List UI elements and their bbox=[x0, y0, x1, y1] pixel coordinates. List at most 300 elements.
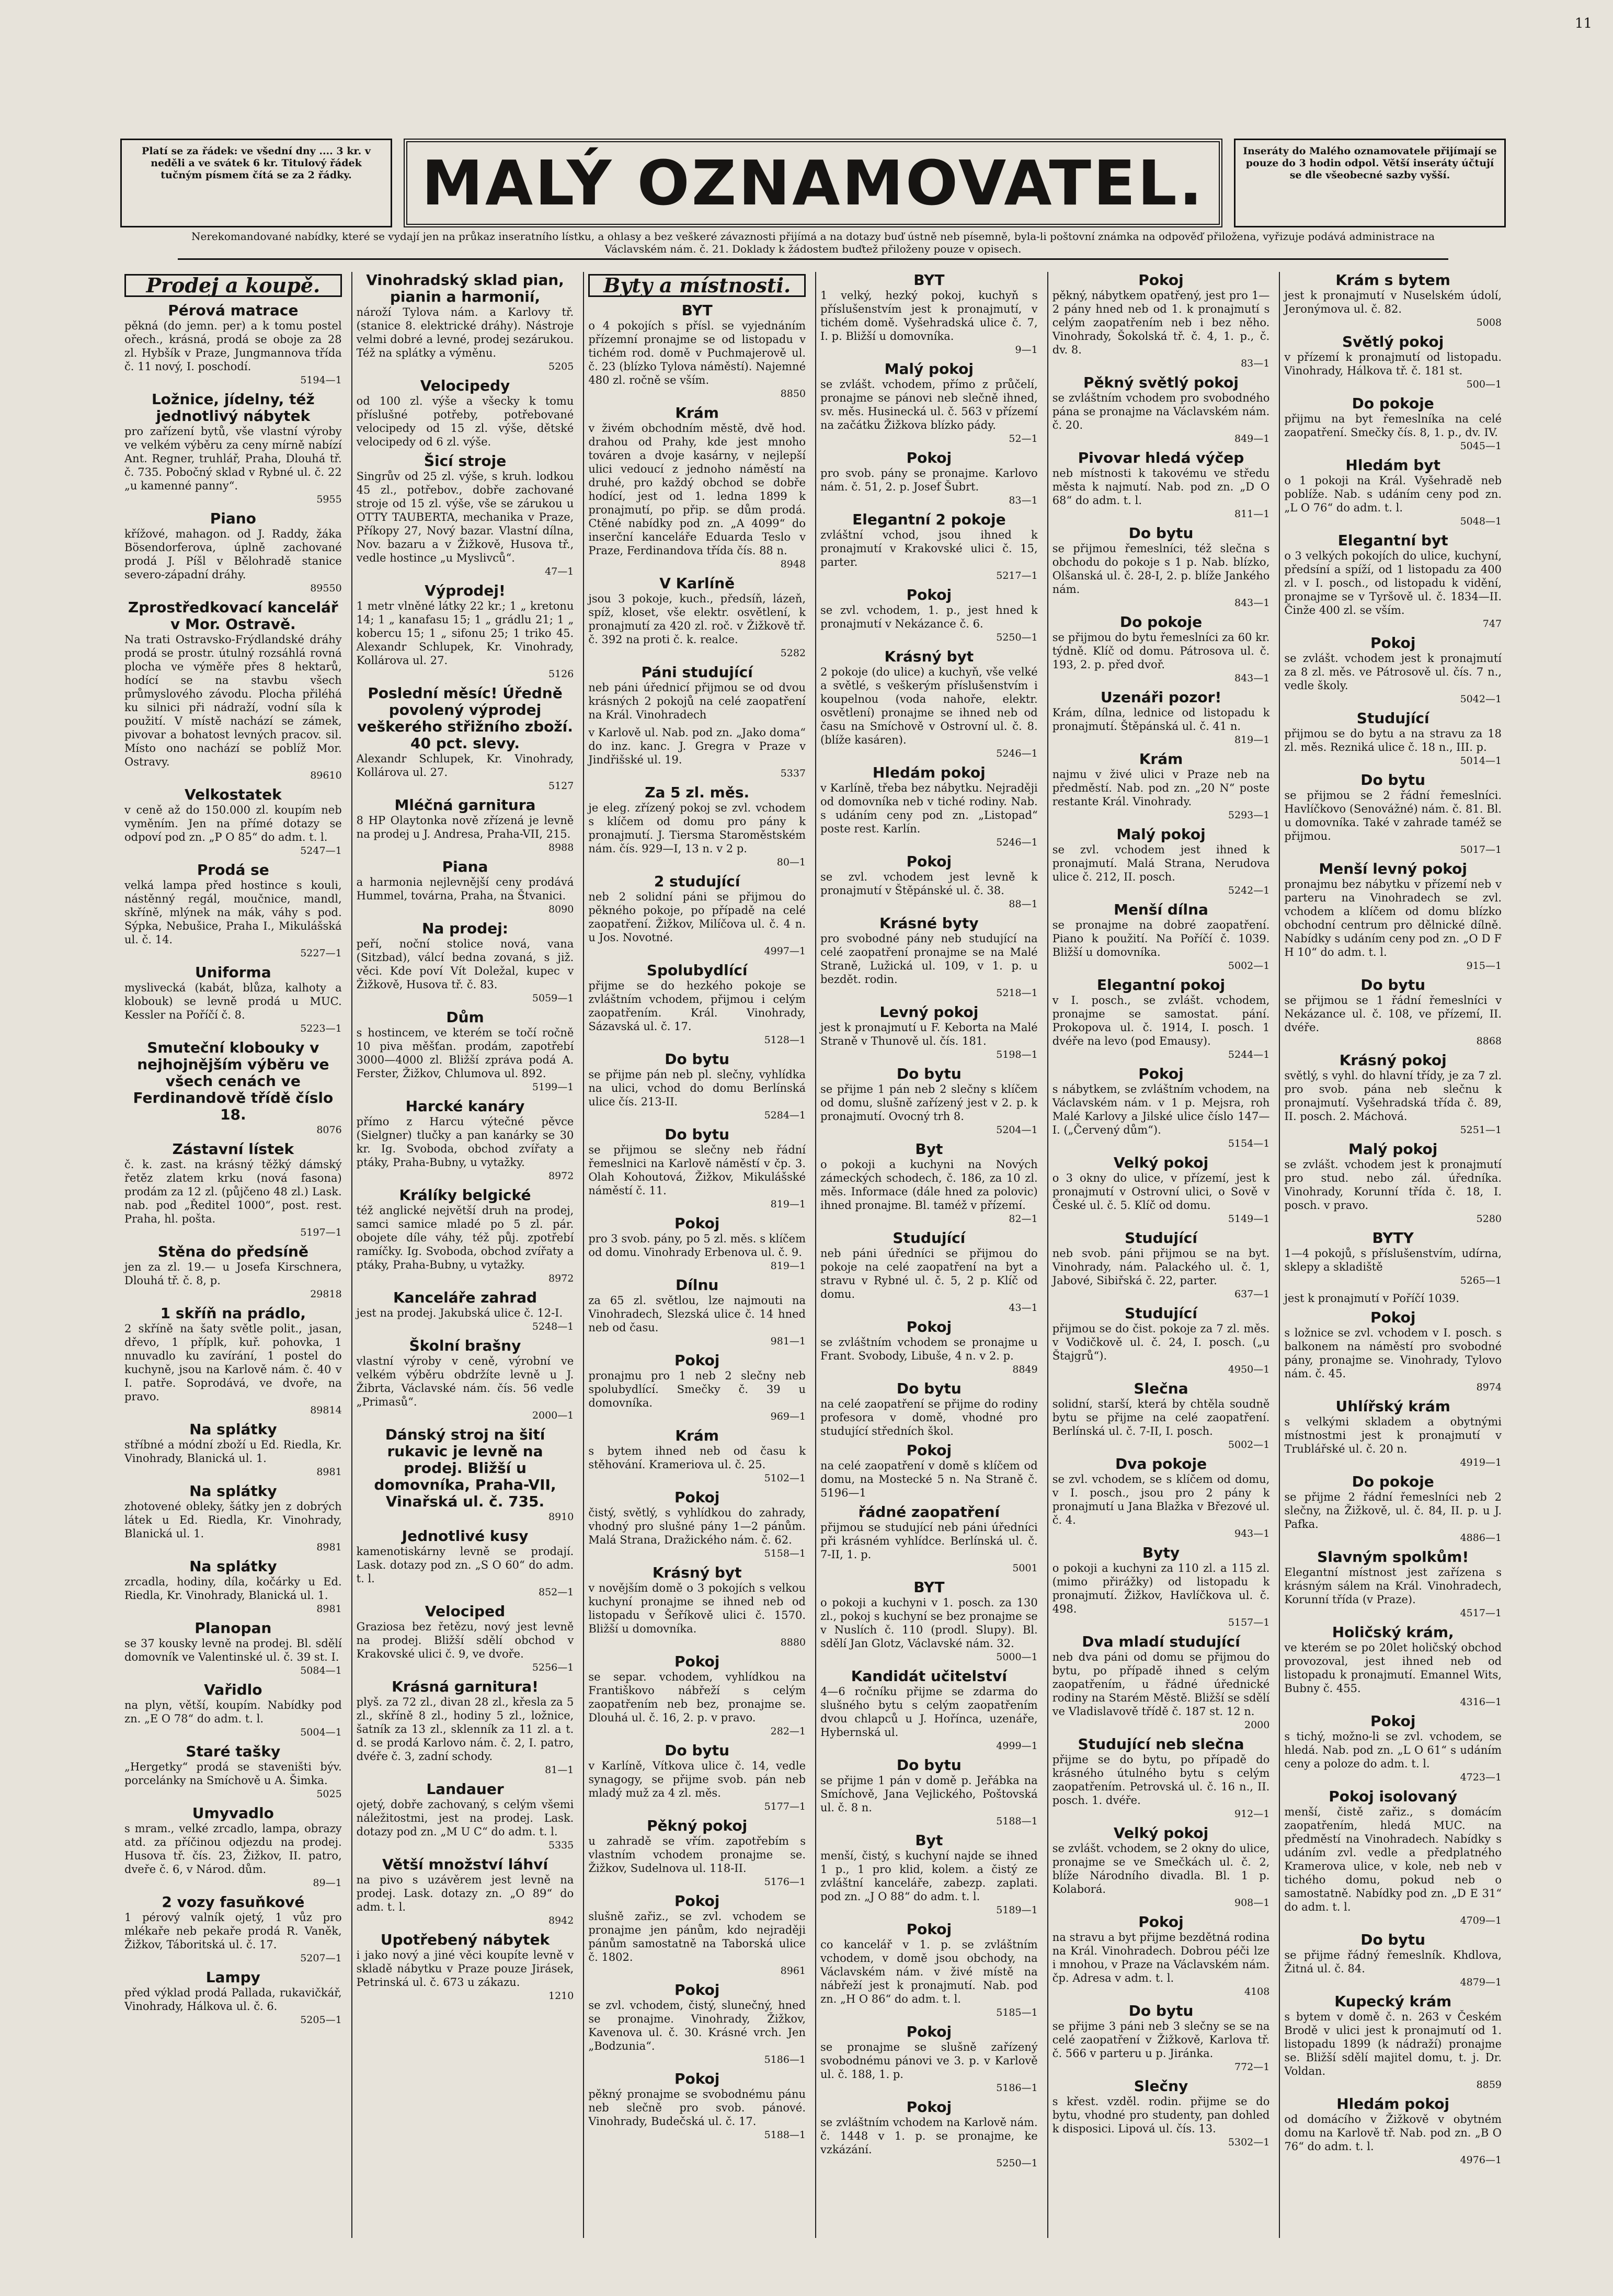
ad-heading: Pokoj bbox=[674, 1489, 720, 1506]
classified-ad bbox=[820, 511, 1038, 582]
ad-code: 5042—1 bbox=[1460, 693, 1502, 705]
ad-heading: Dva mladí studující bbox=[1082, 1633, 1240, 1650]
ad-heading: Menší dílna bbox=[1114, 901, 1208, 918]
ad-text: pronajmu pro 1 neb 2 slečny neb spolubydlící. Smečky č. 39 u domovníka. bbox=[588, 1369, 806, 1409]
ad-text: přijmou se studující neb páni úředníci při krásném vyhlídce. Berlínská ul. č. 7-II, 1. p. bbox=[820, 1521, 1038, 1561]
ad-heading: Uzenáři pozor! bbox=[1100, 689, 1222, 706]
classified-ad bbox=[1284, 635, 1502, 706]
ad-heading: Pokoj bbox=[674, 1352, 720, 1369]
ad-text: Krám, dílna, lednice od listopadu k pronajmutí. Štěpánská ul. č. 41 n. bbox=[1052, 706, 1270, 733]
classified-ad bbox=[588, 1489, 806, 1560]
classified-ad bbox=[357, 272, 574, 373]
ad-code: 5127 bbox=[548, 780, 574, 792]
classified-ad bbox=[357, 1098, 574, 1183]
classified-ad bbox=[124, 964, 342, 1035]
ad-heading: Studující bbox=[1125, 1229, 1197, 1247]
ad-code: 8988 bbox=[548, 842, 574, 853]
ad-code: 5223—1 bbox=[300, 1023, 342, 1034]
ad-code: 82—1 bbox=[1009, 1213, 1038, 1225]
ad-code: 5186—1 bbox=[764, 2054, 806, 2065]
ad-code: 4517—1 bbox=[1460, 1607, 1502, 1619]
ad-heading: Do bytu bbox=[1128, 2002, 1194, 2019]
ad-code: 5204—1 bbox=[996, 1124, 1038, 1136]
ad-code: 5207—1 bbox=[300, 1952, 342, 1964]
ad-code: 5205 bbox=[548, 361, 574, 372]
ad-text: s velkými skladem a obytnými místnostmi jest k pronajmutí v Trublářské ul. č. 20 n. bbox=[1284, 1415, 1502, 1455]
ad-text: jest k pronajmutí u F. Keborta na Malé Straně v Thunově ul. čís. 181. bbox=[820, 1021, 1038, 1047]
ad-text: se zvlášt. vchodem, se 2 okny do ulice, pronajme se ve Smečkách ul. č. 2, blíže Národního divadla. Bl. 1 p. Kolaborá. bbox=[1052, 1842, 1270, 1895]
ad-text: neb dva páni od domu se přijmou do bytu, po případě ihned s celým zaopatřením, u řádné úřednické rodiny na Starém Městě. Bližší se sdělí ve Vladislavově třídě č. 187 st. 12 n. bbox=[1052, 1651, 1270, 1718]
classified-ad bbox=[357, 1528, 574, 1599]
classified-ad bbox=[1284, 1230, 1502, 1287]
ad-text: se zvlášt. vchodem jest k pronajmutí pro stud. nebo zál. úředníka. Vinohrady, Korunní třída č. 18, I. posch. v pravo. bbox=[1284, 1158, 1502, 1212]
ad-code: 4316—1 bbox=[1460, 1696, 1502, 1708]
classified-ad bbox=[1053, 2003, 1270, 2074]
ad-text: peří, noční stolice nová, vana (Sitzbad), válcí bedna zovaná, s již. věci. Kde poví Vít Doležal, kupec v Žižkově, Husova tř. č. 83. bbox=[356, 938, 574, 991]
ad-heading: Spolubydlící bbox=[646, 962, 748, 979]
column-1 bbox=[120, 272, 346, 2238]
ad-text: v Karlíně, Vítkova ulice č. 14, vedle synagogy, se přijme svob. pán neb mladý muž za 4 zl. měs. bbox=[588, 1760, 806, 1799]
classified-ad bbox=[124, 862, 342, 960]
ad-heading: Kupecký krám bbox=[1334, 1993, 1452, 2010]
ad-text: se přijme řádný řemeslník. Khdlova, Žitná ul. č. 84. bbox=[1284, 1949, 1502, 1975]
ad-heading: 1 skříň na prádlo, bbox=[160, 1305, 306, 1322]
classified-ad bbox=[124, 510, 342, 595]
ad-code: 5284—1 bbox=[764, 1110, 806, 1121]
ad-text: v novějším domě o 3 pokojích s velkou kuchyní pronajme se ihned neb od listopadu v Šeříkově ulici č. 1570. Bližší u domovníka. bbox=[588, 1582, 806, 1635]
ad-code: 1210 bbox=[548, 1990, 574, 2002]
ad-code: 89610 bbox=[310, 770, 342, 781]
ad-heading: Slavným spolkům! bbox=[1317, 1548, 1469, 1566]
classified-ad bbox=[1053, 1456, 1270, 1540]
ad-code: 5004—1 bbox=[300, 1727, 342, 1738]
classified-ad bbox=[1284, 1624, 1502, 1709]
ad-heading: Do bytu bbox=[896, 1380, 962, 1397]
ad-text: se přijme 1 pán v domě p. Jeřábka na Smíchově, Jana Vejlického, Poštovská ul. č. 8 n. bbox=[820, 1774, 1038, 1814]
ad-text: Na trati Ostravsko-Frýdlandské dráhy prodá se prostr. útulný rozsáhlá rovná plocha ve výměře přes 8 hektarů, hodící se na stavbu všech průmyslového závodu. Plocha přiléhá ku silnici při nádraží, vodní síla k použití. V místě nachází se zámek, pivovar a bohatost levných pracov. sil. Místo ono nachází se poblíž Mor. Ostravy. bbox=[124, 633, 342, 768]
ad-text: pro svobodné pány neb studující na celé zaopatření pronajme se na Malé Straně, Lužická ul. 109, v 1. p. u bezdět. rodin. bbox=[820, 932, 1038, 986]
ad-text: jest k pronajmutí v Nuselském údolí, Jeronýmova ul. č. 82. bbox=[1284, 289, 1502, 315]
classified-ad bbox=[1053, 614, 1270, 685]
classified-ad bbox=[1053, 1634, 1270, 1732]
classified-ad bbox=[588, 1427, 806, 1485]
column-6 bbox=[1279, 272, 1506, 2238]
classified-ad bbox=[357, 685, 574, 793]
classified-ad bbox=[124, 1894, 342, 1965]
section-heading-sale: Prodej a koupě. bbox=[124, 274, 342, 297]
ad-heading: V Karlíně bbox=[659, 575, 735, 592]
ad-code: 5246—1 bbox=[996, 748, 1038, 759]
ad-text: křížové, mahagon. od J. Raddy, žáka Bösendorferova, úplně zachované prodá J. Píšl v Bělohradě stanice severo-západní dráhy. bbox=[124, 528, 342, 581]
ad-heading: Krásné byty bbox=[879, 915, 979, 932]
ad-heading: Pokoj bbox=[674, 2070, 720, 2087]
classified-ad bbox=[124, 1620, 342, 1677]
ad-code: 8942 bbox=[548, 1915, 574, 1926]
classified-ad bbox=[1053, 1914, 1270, 1998]
ad-heading: Kanceláře zahrad bbox=[393, 1289, 537, 1306]
ad-code: 8090 bbox=[548, 904, 574, 915]
ad-heading: Krásná garnitura! bbox=[392, 1678, 539, 1695]
ad-text: „Hergetky“ prodá se staveništi býv. porcelánky na Smíchově u A. Šimka. bbox=[124, 1761, 342, 1787]
classified-ad bbox=[1053, 1155, 1270, 1226]
classified-ad bbox=[820, 1832, 1038, 1917]
classified-ad bbox=[588, 1653, 806, 1738]
ad-code: 5218—1 bbox=[996, 987, 1038, 999]
ad-text: co kancelář v 1. p. se zvláštním vchodem, v domě jsou obchody, na Václavském nám. v živé místě na nábřeží jest k pronajmutí. Nab. pod zn. „H O 86“ do adm. t. l. bbox=[820, 1938, 1038, 2005]
ad-text: nároží Tylova nám. a Karlovy tř. (stanice 8. elektrické dráhy). Nástroje velmi dobré a levné, prodej sezárukou. Též na splátky a výměnu. bbox=[356, 306, 574, 359]
ad-code: 5158—1 bbox=[764, 1548, 806, 1559]
ad-heading: Na splátky bbox=[189, 1558, 277, 1575]
ad-code: 5002—1 bbox=[1228, 1439, 1270, 1450]
ad-code: 8961 bbox=[780, 1965, 806, 1977]
ad-code: 8981 bbox=[316, 1466, 342, 1478]
classified-ad bbox=[588, 1742, 806, 1813]
ad-heading: Byt bbox=[915, 1140, 943, 1158]
ad-code: 5337 bbox=[780, 768, 806, 779]
ad-text: se přijme 1 pán neb 2 slečny s klíčem od domu, slušně zařízený jest v 2. p. k pronajmutí. Ovocný trh 8. bbox=[820, 1083, 1038, 1123]
classified-ad bbox=[820, 1230, 1038, 1315]
ad-heading: Mléčná garnitura bbox=[394, 796, 536, 814]
classified-ad bbox=[1284, 710, 1502, 768]
ad-heading: Staré tašky bbox=[186, 1743, 281, 1760]
ad-heading: Světlý pokoj bbox=[1342, 333, 1444, 350]
classified-ad bbox=[1284, 2096, 1502, 2167]
ad-text: jsou 3 pokoje, kuch., předsíň, lázeň, spíž, kloset, vše elektr. osvětlení, k pronajmutí za 420 zl. roč. v Žižkově tř. č. 392 na proti č. k. realce. bbox=[588, 592, 806, 646]
ad-text: pěkný pronajme se svobodnému pánu neb slečně pro svob. pánové. Vinohrady, Budečská ul. č. 17. bbox=[588, 2088, 806, 2128]
ad-code: 5244—1 bbox=[1228, 1049, 1270, 1060]
classified-ad bbox=[820, 1757, 1038, 1828]
ad-heading: Byt bbox=[915, 1832, 943, 1849]
ad-text: přímo z Harcu výtečné pěvce (Sielgner) tlučky a pan kanárky se 30 kr. Ig. Svoboda, obchod zvířaty a ptáky, Praha-Bubny, u vytažky. bbox=[356, 1115, 574, 1169]
ad-code: 5250—1 bbox=[996, 2157, 1038, 2169]
classified-ad bbox=[1053, 525, 1270, 610]
classified-ad bbox=[357, 582, 574, 681]
ad-text: v ceně až do 150.000 zl. koupím neb vyměním. Jen na přímé dotazy se odpoví pod zn. „P O 85“ do adm. t. l. bbox=[124, 804, 342, 843]
classified-ad bbox=[820, 361, 1038, 446]
ad-text: se zvl. vchodem, 1. p., jest hned k pronajmutí v Nekázance č. 6. bbox=[820, 604, 1038, 630]
classified-ad bbox=[820, 1442, 1038, 1500]
ad-text: Elegantní místnost jest zařízena s krásným sálem na Král. Vinohradech, Korunní třída (v Praze). bbox=[1284, 1566, 1502, 1606]
ad-code: 8868 bbox=[1476, 1035, 1502, 1047]
ad-text: velká lampa před hostince s kouli, nástěnný regál, moučnice, mandl, skříně, mlýnek na mák, váhy s pod. Sýpka, Nebušice, Praha I., Mikulášská ul. č. 14. bbox=[124, 879, 342, 946]
ad-heading: Uhlířský krám bbox=[1335, 1398, 1450, 1415]
ad-code: 5188—1 bbox=[764, 2129, 806, 2141]
classified-ad bbox=[1284, 1932, 1502, 1989]
classified-ad bbox=[124, 1305, 342, 1417]
ad-code: 5282 bbox=[780, 647, 806, 659]
ad-text: se separ. vchodem, vyhlídkou na Františkovo nábřeží s celým zaopatřením neb bez, pronajme se. Dlouhá ul. č. 16, 2. p. v pravo. bbox=[588, 1671, 806, 1724]
ad-text: pronajmu bez nábytku v přízemí neb v parteru na Vinohradech se zvl. vchodem a klíčem od domu blízko obchodní centrum pro dělnické dílně. Nabídky s udáním ceny pod zn. „O D F H 10“ do adm. t. l. bbox=[1284, 878, 1502, 958]
classified-ad bbox=[588, 1352, 806, 1423]
ad-code: 88—1 bbox=[1009, 898, 1038, 910]
ad-code: 819—1 bbox=[1234, 734, 1270, 746]
ad-text: o 1 pokoji na Král. Vyšehradě neb poblíže. Nab. s udáním ceny pod zn. „L O 76“ do adm. t. l. bbox=[1284, 474, 1502, 514]
classified-ad bbox=[1284, 1292, 1502, 1305]
ad-text: o pokoji a kuchyni za 110 zl. a 115 zl. (mimo přirážky) od listopadu k pronajmutí. Žižkov, Havlíčkova ul. č. 498. bbox=[1052, 1562, 1270, 1615]
ad-text: zhotovené obleky, šátky jen z dobrých látek u Ed. Riedla, Kr. Vinohrady, Blanická ul. 1. bbox=[124, 1500, 342, 1540]
classified-ad bbox=[1284, 1052, 1502, 1137]
ad-code: 8859 bbox=[1476, 2079, 1502, 2091]
classified-ad bbox=[820, 1066, 1038, 1137]
ad-heading: Páni studující bbox=[641, 664, 753, 681]
ad-heading: Kandidát učitelství bbox=[851, 1667, 1007, 1685]
column-3 bbox=[583, 272, 810, 2238]
ad-code: 5205—1 bbox=[300, 2014, 342, 2026]
ad-text: jen za zl. 19.— u Josefa Kirschnera, Dlouhá tř. č. 8, p. bbox=[124, 1261, 342, 1287]
ad-code: 5002—1 bbox=[1228, 960, 1270, 972]
ad-text: pěkný, nábytkem opatřený, jest pro 1—2 pány hned neb od 1. k pronajmutí s celým zaopatřením neb i bez něho. Vinohrady, Šokolská tř. č. 4, 1. p., č. dv. 8. bbox=[1052, 289, 1270, 356]
ad-text: se zvlášt. vchodem, přímo z průčelí, pronajme se pánovi neb slečně ihned, sv. měs. Husinecká ul. č. 563 v přízemí na začátku Žižkova blízko pády. bbox=[820, 378, 1038, 431]
classified-ad bbox=[357, 1678, 574, 1777]
ad-code: 5955 bbox=[316, 494, 342, 505]
classified-ad bbox=[1284, 272, 1502, 329]
classified-ad bbox=[820, 1319, 1038, 1376]
classified-ad bbox=[820, 1504, 1038, 1575]
classified-ad bbox=[588, 2071, 806, 2142]
ad-heading: Piano bbox=[210, 510, 256, 527]
ad-code: 5335 bbox=[548, 1840, 574, 1851]
classified-ad bbox=[1053, 1380, 1270, 1452]
classified-ad bbox=[1284, 1398, 1502, 1469]
ad-heading: Pokoj bbox=[1370, 634, 1416, 652]
ad-text: s křest. vzděl. rodin. přijme se do bytu, vhodné pro studenty, pan dohled k disposici. Lipová ul. čís. 13. bbox=[1052, 2095, 1270, 2135]
ad-text: přijme se do bytu, po případě do krásného útulného bytu s celým zaopatřením. Petrovská ul. č. 16 n., II. posch. 1. dvéře. bbox=[1052, 1753, 1270, 1807]
ad-heading: Na prodej: bbox=[422, 920, 508, 937]
ad-code: 5251—1 bbox=[1460, 1124, 1502, 1136]
classified-ad bbox=[1053, 374, 1270, 446]
ad-text: se zvláštním vchodem se pronajme u Frant. Svobody, Libuše, 4 n. v 2. p. bbox=[820, 1336, 1038, 1362]
ad-heading: Piana bbox=[442, 858, 488, 875]
classified-ad bbox=[1053, 1305, 1270, 1376]
ad-code: 8076 bbox=[316, 1124, 342, 1136]
ad-code: 4108 bbox=[1244, 1986, 1270, 1997]
ad-text: 1—4 pokojů, s příslušenstvím, udírna, sklepy a skladiště bbox=[1284, 1247, 1502, 1273]
ad-text: přijme se do hezkého pokoje se zvláštním vchodem, přijmou i celým zaopatřením. Král. Vinohrady, Sázavská ul. č. 17. bbox=[588, 979, 806, 1033]
ad-heading: Pokoj bbox=[906, 1318, 952, 1335]
ad-text: na pivo s uzávěrem jest levně na prodej. Lask. dotazy zn. „O 89“ do adm. t. l. bbox=[356, 1874, 574, 1913]
classified-ad bbox=[588, 575, 806, 660]
ad-text: se zvl. vchodem, čistý, slunečný, hned se pronajme. Vinohrady, Žižkov, Kavenova ul. č. 30. Krásné vrch. Jen „Bodzunia“. bbox=[588, 1999, 806, 2052]
ad-code: 81—1 bbox=[545, 1764, 574, 1776]
ad-heading: Do pokoje bbox=[1352, 395, 1434, 412]
classified-ad bbox=[1284, 772, 1502, 856]
ad-heading: Krám bbox=[1139, 750, 1183, 768]
ad-heading: řádné zaopatření bbox=[858, 1503, 1000, 1521]
ad-text: neb místnosti k takovému ve středu města k najmutí. Nab. pod zn. „D O 68“ do adm. t. l. bbox=[1052, 467, 1270, 507]
classified-ad bbox=[124, 302, 342, 387]
ad-code: 5000—1 bbox=[996, 1651, 1038, 1663]
ad-heading: Planopan bbox=[195, 1619, 272, 1637]
ad-code: 5186—1 bbox=[996, 2082, 1038, 2094]
ad-code: 4886—1 bbox=[1460, 1532, 1502, 1544]
ad-text: se přijmou do bytu řemeslníci za 60 kr. týdně. Klíč od domu. Pátrosova ul. č. 193, 2. p. před dvoř. bbox=[1052, 631, 1270, 671]
column-5 bbox=[1047, 272, 1274, 2238]
ad-code: 969—1 bbox=[770, 1411, 806, 1422]
ad-text: jest k pronajmutí v Poříčí 1039. bbox=[1284, 1292, 1460, 1305]
ad-text: zvláštní vchod, jsou ihned k pronajmutí v Krakovské ulici č. 15, parter. bbox=[820, 529, 1038, 568]
ad-heading: Za 5 zl. měs. bbox=[645, 784, 750, 801]
ad-text: pro 3 svob. pány, po 5 zl. měs. s klíčem od domu. Vinohrady Erbenova ul. č. 9. bbox=[588, 1232, 806, 1259]
ad-code: 5008 bbox=[1476, 317, 1502, 328]
classified-ad bbox=[1053, 1736, 1270, 1821]
ad-code: 5198—1 bbox=[996, 1049, 1038, 1060]
classified-ad bbox=[1284, 1788, 1502, 1927]
ad-text: se zvlášt. vchodem jest k pronajmutí za 8 zl. měs. ve Pátrosově ul. čís. 7 n., vedle školy. bbox=[1284, 652, 1502, 692]
ad-heading: Uniforma bbox=[195, 964, 271, 981]
classified-ad bbox=[588, 784, 806, 869]
ad-heading: Do bytu bbox=[1128, 524, 1194, 542]
ad-heading: Do pokoje bbox=[1119, 613, 1203, 631]
ad-heading: Elegantní pokoj bbox=[1096, 976, 1226, 993]
ad-code: 772—1 bbox=[1234, 2061, 1270, 2073]
ad-heading: Na splátky bbox=[189, 1482, 277, 1500]
ad-code: 5154—1 bbox=[1228, 1138, 1270, 1149]
ad-text: se přijme 3 páni neb 3 slečny se se na celé zaopatření v Žižkově, Karlova tř. č. 566 v parteru u p. Jiránka. bbox=[1052, 2020, 1270, 2060]
ad-text: a harmonia nejlevnější ceny prodává Hummel, továrna, Praha, na Štvanici. bbox=[356, 876, 574, 902]
ad-heading: Větší množství láhví bbox=[382, 1856, 548, 1873]
ad-heading: Slečna bbox=[1134, 1380, 1188, 1397]
ad-code: 9—1 bbox=[1015, 344, 1038, 356]
ad-code: 5246—1 bbox=[996, 837, 1038, 848]
classified-ad bbox=[820, 272, 1038, 357]
classified-ad bbox=[588, 873, 806, 958]
ad-heading: Pokoj bbox=[906, 1921, 952, 1938]
ad-code: 4950—1 bbox=[1228, 1364, 1270, 1375]
ad-text: menší, čistě zařiz., s domácím zaopatřením, hledá MUC. na předměstí na Vinohradech. Nabídky s udáním zvl. vedle a předplatného Kramerova ulice, v kole, neb neb v tichého domu, pokud neb o samostatně. Nabídky pod zn. „D E 31“ do adm. t. l. bbox=[1284, 1806, 1502, 1913]
ad-text: na celé zaopatření se přijme do rodiny profesora v domě, vhodné pro studující středních škol. bbox=[820, 1398, 1038, 1437]
classified-ad bbox=[1053, 1230, 1270, 1301]
ad-text: slušně zařiz., se zvl. vchodem se pronajme jen pánům, kdo nejraději pánům samostatně na Taborská ulice č. 1802. bbox=[588, 1910, 806, 1963]
ad-code: 5189—1 bbox=[996, 1904, 1038, 1916]
ad-code: 811—1 bbox=[1234, 508, 1270, 520]
ad-code: 912—1 bbox=[1234, 1808, 1270, 1820]
ad-columns bbox=[120, 272, 1506, 2238]
ad-text: 2 pokoje (do ulice) a kuchyň, vše velké a světlé, s veškerým příslušenstvím i koupelnou (voda nahoře, elektr. osvětlení) pronajme se ihned neb od času na Smíchově v Ostrovní ul. č. 8. (blíže kasáren). bbox=[820, 666, 1038, 746]
ad-code: 981—1 bbox=[770, 1335, 806, 1347]
ad-text: se zvl. vchodem jest levně k pronajmutí v Štěpánské ul. č. 38. bbox=[820, 871, 1038, 897]
ad-text: 1 pérový valník ojetý, 1 vůz pro mlékaře neb pekaře prodá R. Vaněk, Žižkov, Táboritská ul. č. 17. bbox=[124, 1911, 342, 1951]
ad-heading: Krám bbox=[675, 1427, 719, 1444]
ad-heading: Pérová matrace bbox=[168, 302, 299, 319]
ad-text: čistý, světlý, s vyhlídkou do zahrady, vhodný pro slušné pány 1—2 pánům. Malá Strana, Dražického nám. č. 62. bbox=[588, 1506, 806, 1546]
ad-text: pro svob. pány se pronajme. Karlovo nám. č. 51, 2. p. Josef Šubrt. bbox=[820, 467, 1038, 493]
classified-ad bbox=[124, 599, 342, 782]
ad-text: od 100 zl. výše a všecky k tomu příslušné potřeby, potřebované velocipedy od 15 zl. výše, dětské velocipedy od 6 zl. výše. bbox=[356, 395, 574, 448]
classified-ad bbox=[1284, 457, 1502, 528]
ad-code: 5265—1 bbox=[1460, 1275, 1502, 1286]
ad-text: i jako nový a jiné věci koupíte levně v skladě nábytku v Praze pouze Jirásek, Petrinská ul. č. 673 u zákazu. bbox=[356, 1949, 574, 1989]
ad-heading: Pokoj bbox=[906, 586, 952, 603]
ad-text: 1 velký, hezký pokoj, kuchyň s příslušenstvím jest k pronajmutí, v tichém domě. Vyšehradská ulice č. 7, I. p. Bližší u domovníka. bbox=[820, 289, 1038, 342]
ad-heading: 2 studující bbox=[654, 873, 740, 890]
ad-text: o pokoji a kuchyni v 1. posch. za 130 zl., pokoj s kuchyní se bez pronajme se v Nuslích č. 110 (prodl. Slupy). Bl. sdělí Jan Glotz, Václavské nám. 32. bbox=[820, 1596, 1038, 1650]
ad-heading: Dva pokoje bbox=[1115, 1455, 1207, 1472]
ad-code: 4997—1 bbox=[764, 945, 806, 957]
classified-ad bbox=[1053, 826, 1270, 897]
ad-heading: Studující bbox=[893, 1229, 966, 1247]
ad-code: 637—1 bbox=[1234, 1288, 1270, 1300]
classified-ad bbox=[1284, 1309, 1502, 1394]
ad-code: 47—1 bbox=[545, 566, 574, 577]
ad-heading: Králíky belgické bbox=[399, 1186, 531, 1204]
ad-heading: Krám s bytem bbox=[1335, 272, 1450, 289]
ad-code: 5126 bbox=[548, 668, 574, 680]
ad-text: se zvláštním vchodem na Karlově nám. č. 1448 v 1. p. se pronajme, ke vzkázání. bbox=[820, 2116, 1038, 2156]
ad-heading: BYTY bbox=[1372, 1229, 1414, 1247]
classified-ad bbox=[124, 1969, 342, 2027]
masthead-notice: Nerekomandované nabídky, které se vydají jen na průkaz inseratního lístku, a ohlasy a bez veškeré závaznosti přijímá a na dotazy buď ústně neb písemně, byla-li poštovní známka na odpověď přiložena, vyřizuje podává administrace na Václavském nám. č. 21. Doklady k žádostem buďtež přiloženy pouze v opisech. bbox=[178, 230, 1448, 260]
ad-heading: Dům bbox=[446, 1009, 484, 1026]
ad-text: v přízemí k pronajmutí od listopadu. Vinohrady, Hálkova tř. č. 181 st. bbox=[1284, 351, 1502, 377]
classified-ad bbox=[1284, 334, 1502, 391]
ad-heading: Do bytu bbox=[1360, 976, 1426, 993]
classified-ad bbox=[124, 786, 342, 858]
ad-code: 908—1 bbox=[1234, 1897, 1270, 1909]
ad-text: světlý, s vyhl. do hlavní třídy, je za 7 zl. pro svob. pána neb slečnu k pronajmutí. Vyšehradská třída č. 89, II. posch. 2. Máchová. bbox=[1284, 1069, 1502, 1123]
ad-heading: Do bytu bbox=[1360, 771, 1426, 789]
ad-heading: Na splátky bbox=[189, 1421, 277, 1438]
ad-text: přijmou se do čist. pokoje za 7 zl. měs. v Vodičkově ul. č. 24, I. posch. („u Štajgrů“). bbox=[1052, 1322, 1270, 1362]
ad-text: zrcadla, hodiny, díla, kočárky u Ed. Riedla, Kr. Vinohrady, Blanická ul. 1. bbox=[124, 1575, 342, 1602]
classified-ad bbox=[588, 1277, 806, 1348]
ad-code: 8981 bbox=[316, 1603, 342, 1615]
ad-text: neb svob. páni přijmou se na byt. Vinohrady, nám. Palackého ul. č. 1, Jabové, Sibiřská č. 22, parter. bbox=[1052, 1247, 1270, 1287]
classified-ad bbox=[1053, 901, 1270, 973]
ad-text: se pronajme na dobré zaopatření. Piano k použití. Na Poříčí č. 1039. Bližší u domovníka. bbox=[1052, 919, 1270, 958]
classified-ad bbox=[357, 1603, 574, 1674]
ad-text: v Karlíně, třeba bez nábytku. Nejraději od domovníka neb v tiché rodiny. Nab. s udáním ceny pod zn. „Listopad“ poste rest. Karlín. bbox=[820, 782, 1038, 835]
ad-text: neb 2 solidní páni se přijmou do pěkného pokoje, po případě na celé zaopatření. Žižkov, Milíčova ul. č. 4 n. u Jos. Novotné. bbox=[588, 890, 806, 944]
ad-text: též anglické největší druh na prodej, samci samice mladé po 5 zl. pár. obojete díle váhy, též půj. zpotřebí ramíčky. Ig. Svoboda, obchod zvířaty a ptáky, Praha-Bubny, u vytažky. bbox=[356, 1204, 574, 1271]
ad-text: v I. posch., se zvlášt. vchodem, pronajme se samostat. pání. Prokopova ul. č. 1914, I. posch. 1 dvéře na levo (pod Emausy). bbox=[1052, 994, 1270, 1047]
classified-ad bbox=[588, 1564, 806, 1649]
ad-heading: BYT bbox=[681, 302, 713, 319]
classified-ad bbox=[1053, 2078, 1270, 2149]
ad-text: menší, čistý, s kuchyní najde se ihned 1 p., 1 pro klid, kolem. a čistý ze zvláštní kanceláře, zabezp. zaplati. pod zn. „J O 88“ do adm. t. l. bbox=[820, 1849, 1038, 1903]
ad-heading: Holičský krám, bbox=[1332, 1624, 1454, 1641]
classified-ad bbox=[357, 1187, 574, 1285]
ad-code: 5199—1 bbox=[532, 1081, 574, 1093]
classified-ad bbox=[588, 1982, 806, 2066]
ad-code: 5248—1 bbox=[532, 1321, 574, 1332]
ad-heading: Pokoj bbox=[674, 1215, 720, 1232]
ad-text: myslivecká (kabát, blůza, kalhoty a klobouk) se levně prodá u MUC. Kessler na Poříčí č. 8. bbox=[124, 981, 342, 1021]
ad-code: 89814 bbox=[310, 1404, 342, 1416]
ad-heading: Do bytu bbox=[1360, 1931, 1426, 1948]
classified-ad bbox=[1284, 395, 1502, 453]
ad-text: jest na prodej. Jakubská ulice č. 12-I. bbox=[356, 1307, 563, 1319]
ad-code: 8850 bbox=[780, 388, 806, 399]
ad-text: na stravu a byt přijme bezdětná rodina na Král. Vinohradech. Dobrou péči lze i mnohou, v Praze na Václavském nám. čp. Adresa v adm. t. l. bbox=[1052, 1931, 1270, 1984]
classified-ad bbox=[1053, 1825, 1270, 1910]
ad-text: najmu v živé ulici v Praze neb na předměstí. Nab. pod zn. „20 N“ poste restante Král. Vinohrady. bbox=[1052, 768, 1270, 808]
classified-ad bbox=[124, 1805, 342, 1890]
column-4 bbox=[815, 272, 1042, 2238]
ad-code: 8910 bbox=[548, 1511, 574, 1523]
ad-code: 819—1 bbox=[770, 1260, 806, 1272]
classified-ad bbox=[820, 1004, 1038, 1061]
ad-heading: Výprodej! bbox=[425, 582, 506, 599]
ad-text: se přijme pán neb pl. slečny, vyhlídka na ulici, vchod do domu Berlínská ulice čís. 213-II. bbox=[588, 1068, 806, 1108]
classified-ad bbox=[357, 378, 574, 449]
ad-text: s bytem ihned neb od času k stěhování. Krameriova ul. č. 25. bbox=[588, 1445, 806, 1471]
ad-code: 915—1 bbox=[1466, 960, 1502, 972]
ad-heading: Vinohradský sklad pian, pianin a harmonií, bbox=[366, 272, 564, 305]
classified-ad bbox=[124, 1743, 342, 1801]
section-heading-housing: Byty a místnosti. bbox=[588, 274, 806, 297]
classified-ad bbox=[1053, 689, 1270, 747]
ad-code: 4999—1 bbox=[996, 1740, 1038, 1752]
